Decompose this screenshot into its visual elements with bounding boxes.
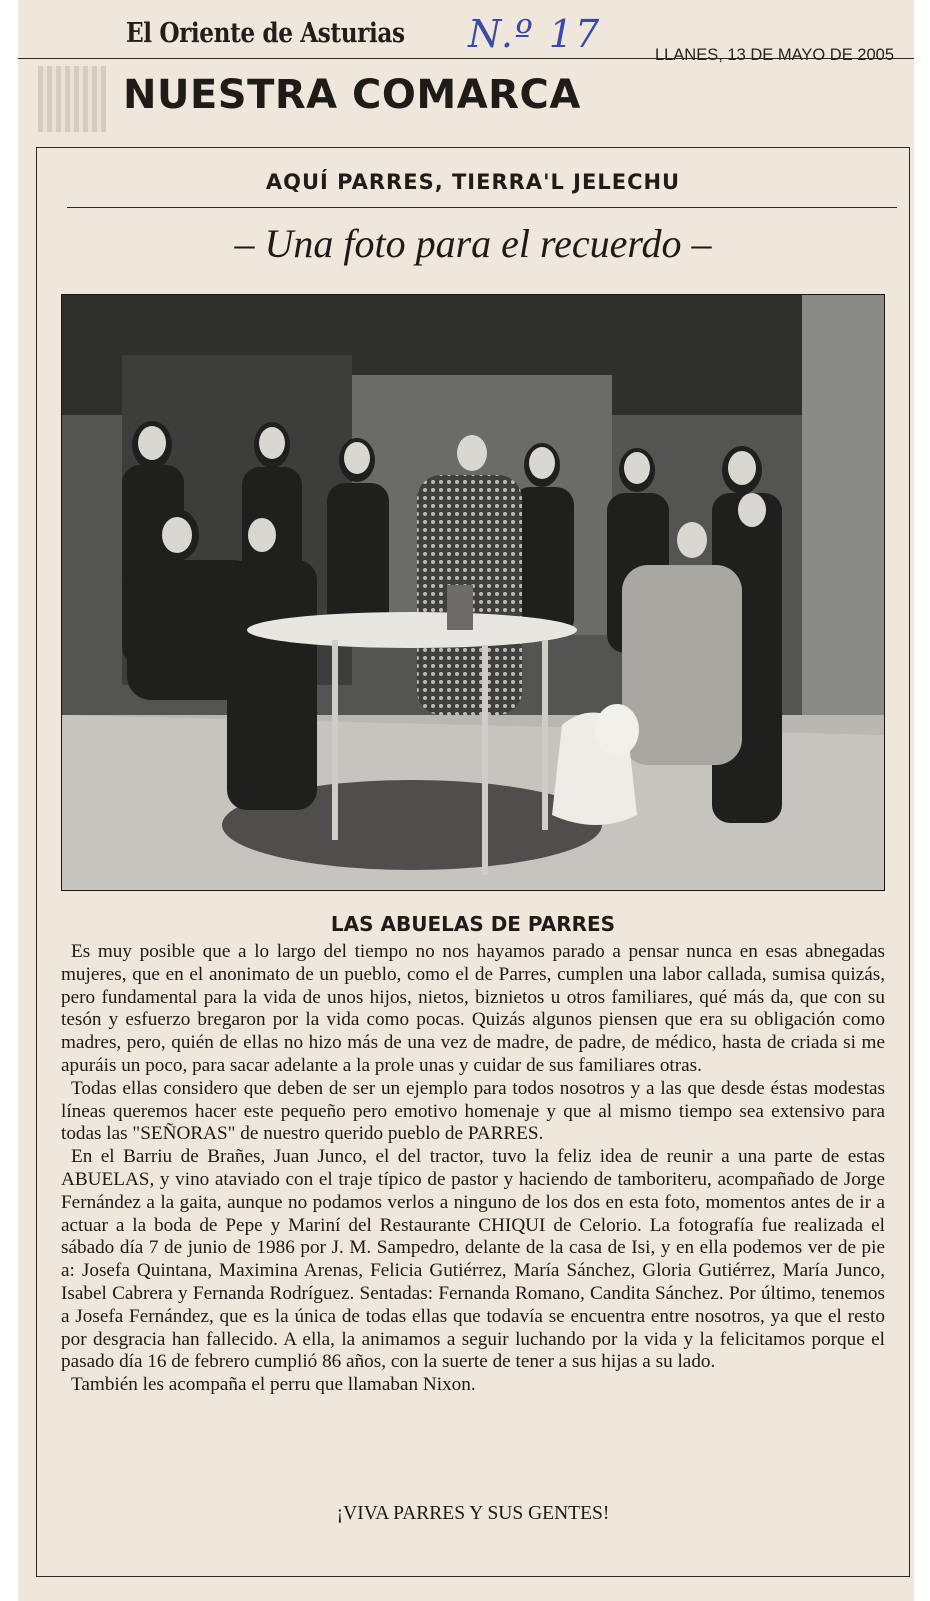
story-paragraph: Es muy posible que a lo largo del tiempo no nos hayamos parado a pensar nunca en esas abnegadas mujeres, que en el anonimato de un pueblo, como el de Parres, cumplen una labor callada, sumisa quizás, pero fundamental para la vida de unos hijos, nietos, biznietos u otros familiares, qué más da, que con su tesón y esfuerzo bregaron por la vida como pocas. Quizás algunos piensen que era su obligación como madres, pero, quién de ellas no hizo más de una vez de madre, de padre, de médico, hasta de criada si me apuráis un poco, para sacar adelante a la prole unas y cuidar de sus familiares otras.: [61, 941, 885, 1076]
section-title: NUESTRA COMARCA: [123, 72, 581, 118]
article-headline: – Una foto para el recuerdo –: [234, 221, 712, 266]
kicker-rule: [67, 207, 897, 208]
article-frame: [36, 147, 910, 1577]
section-mark-icon: [38, 66, 106, 132]
story-paragraph: Todas ellas considero que deben de ser un ejemplo para todos nosotros y a las que desde éstas modestas líneas queremos hacer este pequeño pero emotivo homenaje y que al mismo tiempo sea extensivo para todas las "SEÑORAS" de nuestro querido pueblo de PARRES.: [61, 1077, 885, 1145]
header-rule: [18, 58, 914, 59]
closing-line: ¡VIVA PARRES Y SUS GENTES!: [336, 1503, 610, 1524]
story-paragraph: También les acompaña el perru que llamaban Nixon.: [71, 1374, 476, 1396]
story-paragraph: En el Barriu de Brañes, Juan Junco, el del tractor, tuvo la feliz idea de reunir a una parte de estas ABUELAS, y vino ataviado con el traje típico de pastor y haciendo de tamboriteru, acompañado de Jorge Fernández a la gaita, aunque no podamos verlos a ninguno de los dos en esta foto, momentos antes de ir a actuar a la boda de Pepe y Mariní del Restaurante CHIQUI de Celorio. La fotografía fue realizada el sábado día 7 de junio de 1986 por J. M. Sampedro, delante de la casa de Isi, y en ella podemos ver de pie a: Josefa Quintana, Maximina Arenas, Felicia Gutiérrez, María Sánchez, Gloria Gutiérrez, María Junco, Isabel Cabrera y Fernanda Rodríguez. Sentadas: Fernanda Romano, Candita Sánchez. Por último, tenemos a Josefa Fernández, que es la única de todas ellas que todavía se encuentra entre nosotros, ya que el resto por desgracia han fallecido. A ella, la animamos a seguir luchando por la vida y la felicitamos porque el pasado día 16 de febrero cumplió 86 años, con la suerte de tener a sus hijas a su lado.: [61, 1146, 885, 1373]
newspaper-clipping: [18, 0, 914, 1601]
handwritten-issue-number: N.º 17: [468, 12, 602, 56]
newspaper-name: El Oriente de Asturias: [126, 18, 405, 49]
story-title: LAS ABUELAS DE PARRES: [330, 912, 616, 936]
group-photo: [61, 294, 885, 891]
dateline: LLANES, 13 DE MAYO DE 2005: [654, 46, 894, 64]
story-body: [61, 941, 885, 1397]
article-kicker: AQUÍ PARRES, TIERRA'L JELECHU: [265, 170, 681, 194]
group-photo-icon: [62, 295, 884, 890]
